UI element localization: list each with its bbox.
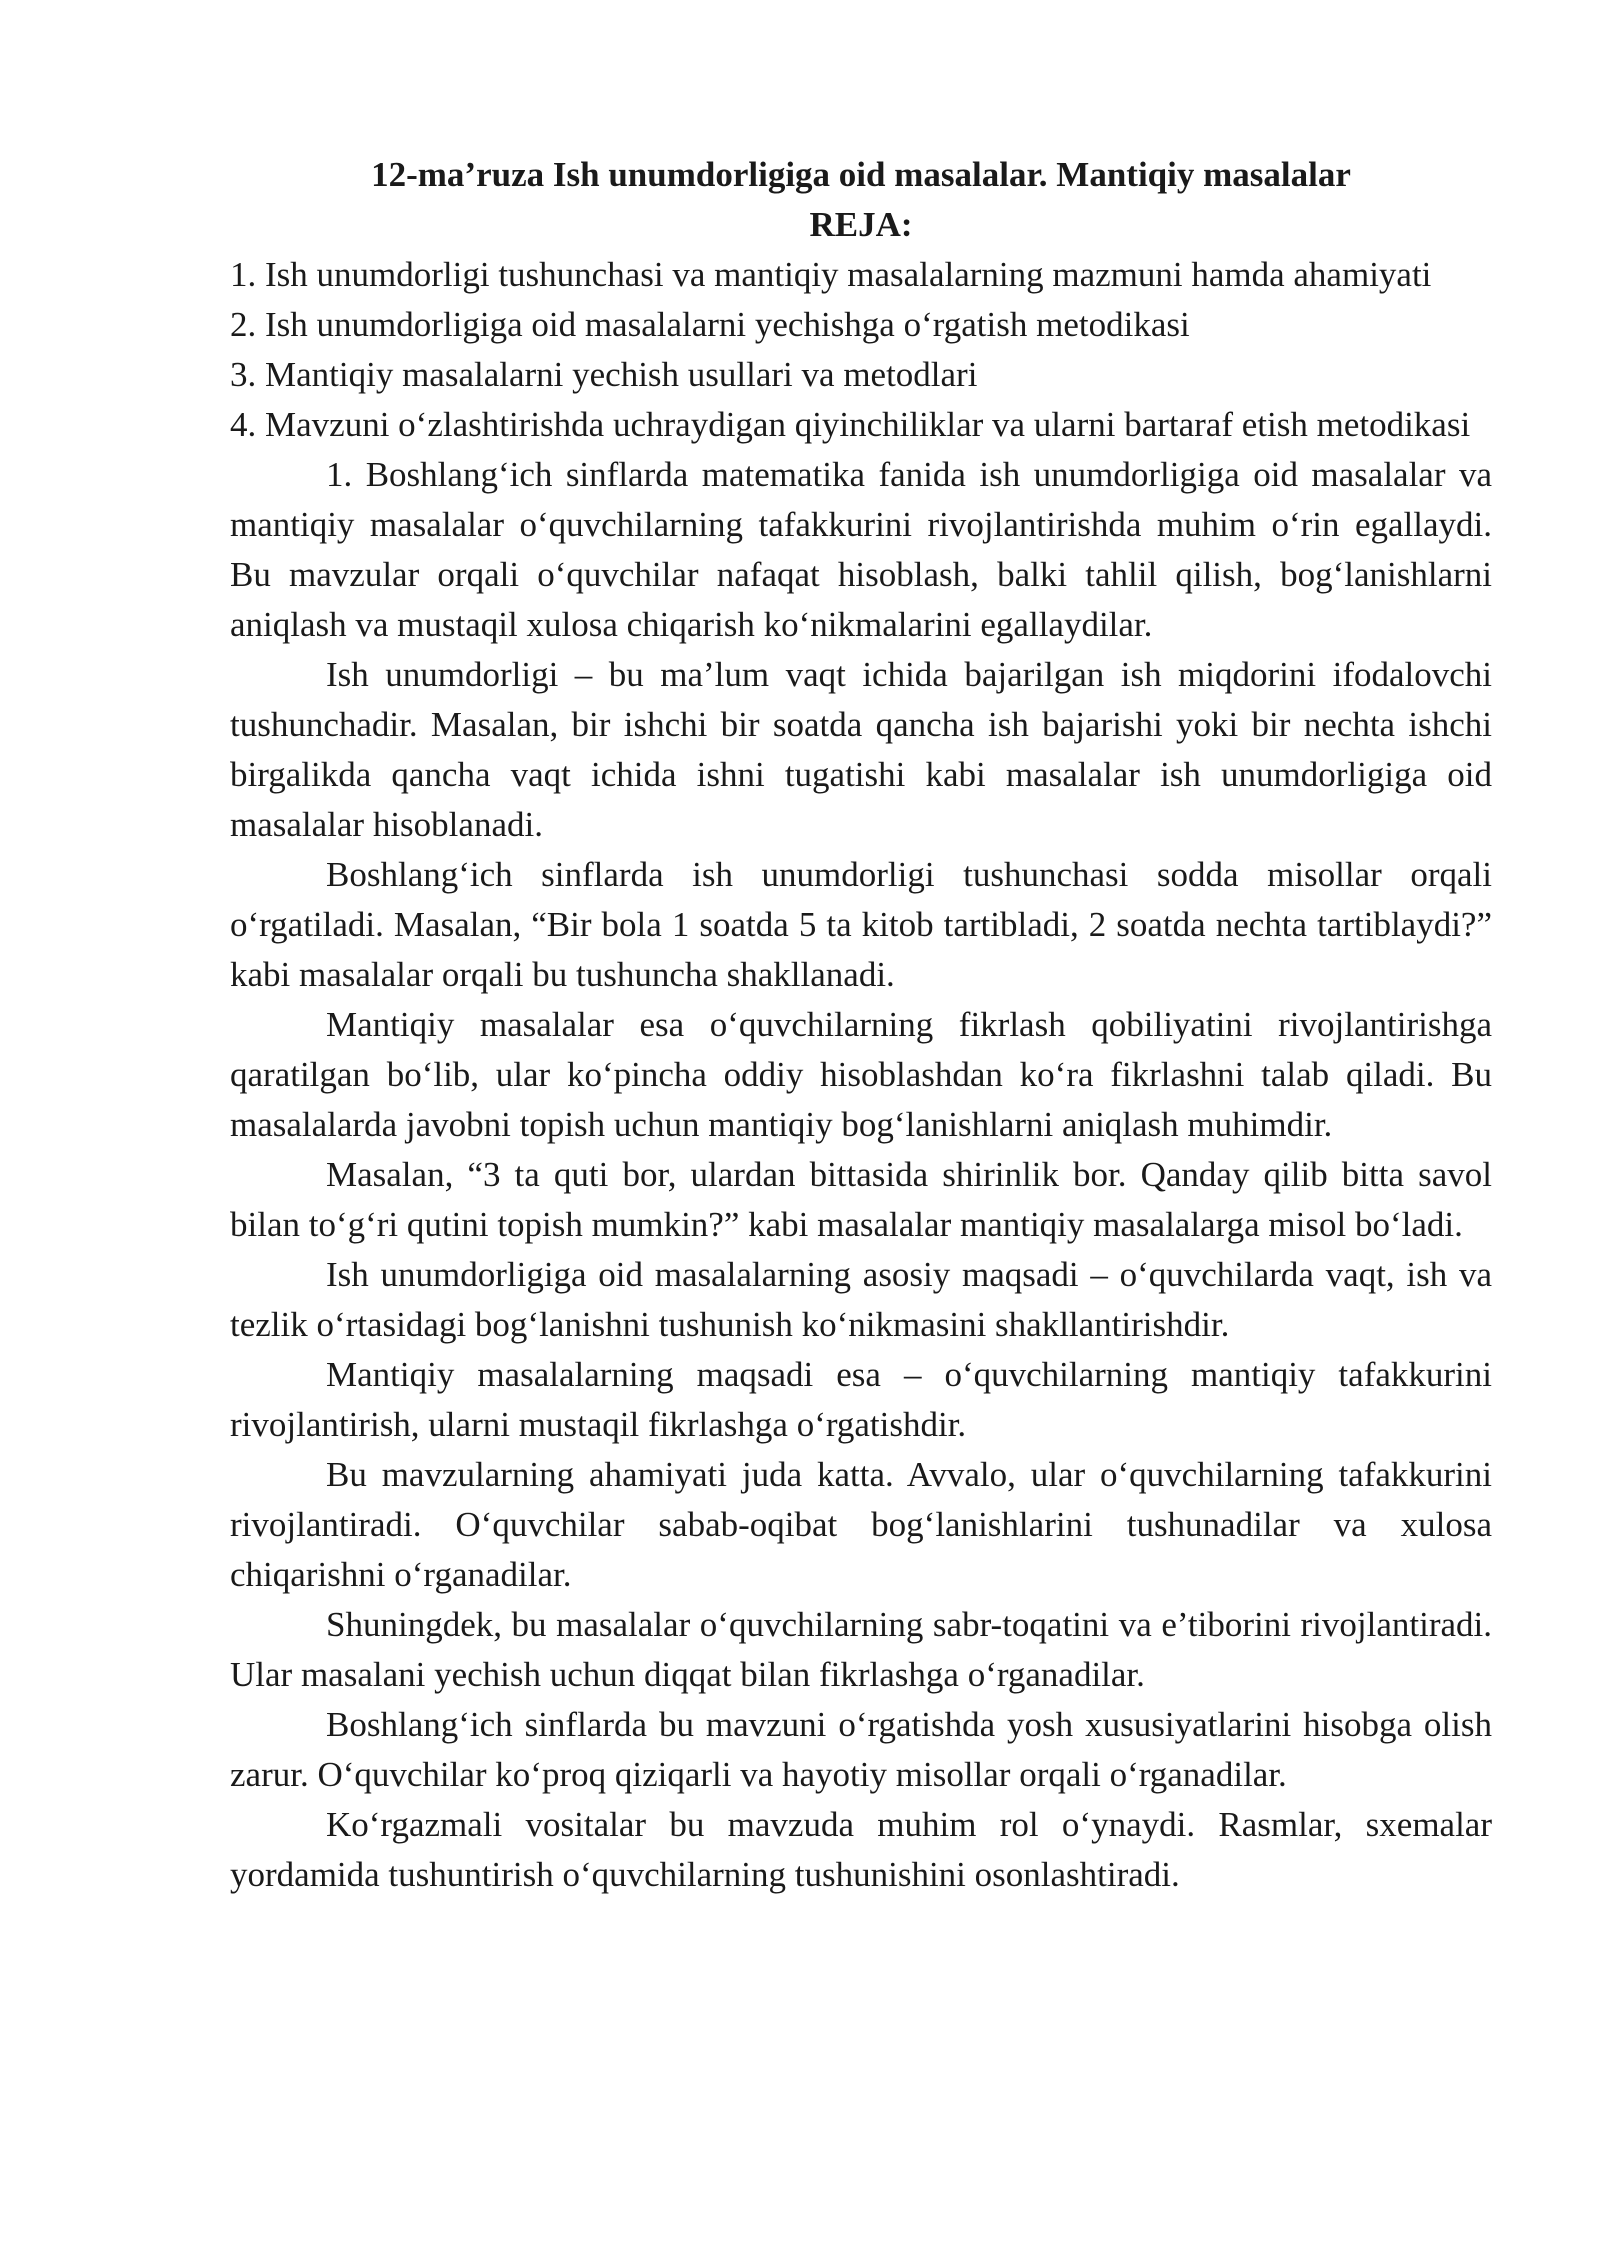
document-title: 12-ma’ruza Ish unumdorligiga oid masalalar. Mantiqiy masalalar (371, 155, 1351, 194)
document-page (230, 150, 1492, 1900)
paragraph: Ish unumdorligi – bu ma’lum vaqt ichida bajarilgan ish miqdorini ifodalovchi tushunchadir. Masalan, bir ishchi bir soatda qancha ish bajarishi yoki bir nechta ishchi birgalikda qancha vaqt ichida ishni tugatishi kabi masalalar ish unumdorligiga oid masalalar hisoblanadi. (230, 655, 1492, 844)
plan-list (230, 250, 1492, 450)
paragraph: Bu mavzularning ahamiyati juda katta. Avvalo, ular o‘quvchilarning tafakkurini rivojlantiradi. O‘quvchilar sabab-oqibat bog‘lanishlarini tushunadilar va xulosa chiqarishni o‘rganadilar. (230, 1455, 1492, 1594)
paragraph: 1. Boshlang‘ich sinflarda matematika fanida ish unumdorligiga oid masalalar va mantiqiy masalalar o‘quvchilarning tafakkurini rivojlantirishda muhim o‘rin egallaydi. Bu mavzular orqali o‘quvchilar nafaqat hisoblash, balki tahlil qilish, bog‘lanishlarni aniqlash va mustaqil xulosa chiqarish ko‘nikmalarini egallaydilar. (230, 455, 1492, 644)
paragraph: Masalan, “3 ta quti bor, ulardan bittasida shirinlik bor. Qanday qilib bitta savol bilan to‘g‘ri qutini topish mumkin?” kabi masalalar mantiqiy masalalarga misol bo‘ladi. (230, 1155, 1492, 1244)
paragraph: Mantiqiy masalalar esa o‘quvchilarning fikrlash qobiliyatini rivojlantirishga qaratilgan bo‘lib, ular ko‘pincha oddiy hisoblashdan ko‘ra fikrlashni talab qiladi. Bu masalalarda javobni topish uchun mantiqiy bog‘lanishlarni aniqlash muhimdir. (230, 1005, 1492, 1144)
plan-item: 4. Mavzuni o‘zlashtirishda uchraydigan qiyinchiliklar va ularni bartaraf etish metodikasi (230, 405, 1471, 444)
plan-item: 1. Ish unumdorligi tushunchasi va mantiqiy masalalarning mazmuni hamda ahamiyati (230, 255, 1432, 294)
paragraph: Boshlang‘ich sinflarda ish unumdorligi tushunchasi sodda misollar orqali o‘rgatiladi. Masalan, “Bir bola 1 soatda 5 ta kitob tartibladi, 2 soatda nechta tartiblaydi?” kabi masalalar orqali bu tushuncha shakllanadi. (230, 855, 1492, 994)
paragraph: Ko‘rgazmali vositalar bu mavzuda muhim rol o‘ynaydi. Rasmlar, sxemalar yordamida tushuntirish o‘quvchilarning tushunishini osonlashtiradi. (230, 1805, 1492, 1894)
paragraph: Shuningdek, bu masalalar o‘quvchilarning sabr-toqatini va e’tiborini rivojlantiradi. Ular masalani yechish uchun diqqat bilan fikrlashga o‘rganadilar. (230, 1605, 1492, 1694)
body-text (230, 450, 1492, 1900)
plan-item: 2. Ish unumdorligiga oid masalalarni yechishga o‘rgatish metodikasi (230, 305, 1190, 344)
plan-heading: REJA: (809, 205, 913, 244)
paragraph: Ish unumdorligiga oid masalalarning asosiy maqsadi – o‘quvchilarda vaqt, ish va tezlik o‘rtasidagi bog‘lanishni tushunish ko‘nikmasini shakllantirishdir. (230, 1255, 1492, 1344)
paragraph: Mantiqiy masalalarning maqsadi esa – o‘quvchilarning mantiqiy tafakkurini rivojlantirish, ularni mustaqil fikrlashga o‘rgatishdir. (230, 1355, 1492, 1444)
plan-item: 3. Mantiqiy masalalarni yechish usullari va metodlari (230, 355, 978, 394)
paragraph: Boshlang‘ich sinflarda bu mavzuni o‘rgatishda yosh xususiyatlarini hisobga olish zarur. O‘quvchilar ko‘proq qiziqarli va hayotiy misollar orqali o‘rganadilar. (230, 1705, 1492, 1794)
